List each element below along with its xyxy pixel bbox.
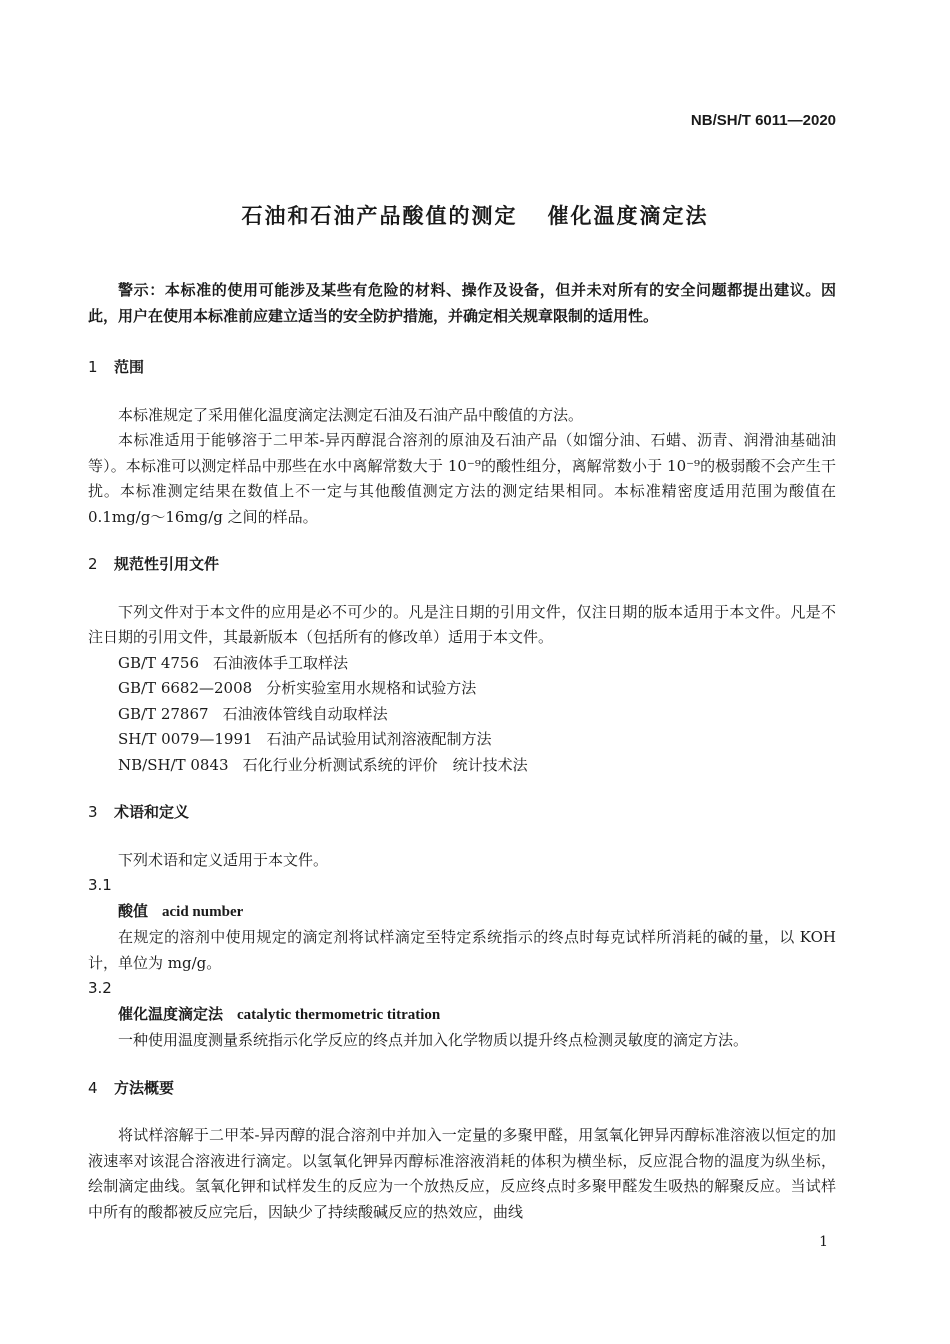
paragraph: 本标准规定了采用催化温度滴定法测定石油及石油产品中酸值的方法。 <box>118 405 584 424</box>
title-method: 催化温度滴定法 <box>547 204 709 228</box>
term-definition: 一种使用温度测量系统指示化学反应的终点并加入化学物质以提升终点检测灵敏度的滴定方法。 <box>118 1031 749 1049</box>
term-definition: 在规定的溶剂中使用规定的滴定剂将试样滴定至特定系统指示的终点时每克试样所消耗的碱的量，以 KOH 计，单位为 mg/g。 <box>88 928 836 972</box>
term-name: 催化温度滴定法 catalytic thermometric titration <box>118 1004 441 1023</box>
section-heading: 3 术语和定义 <box>88 803 190 821</box>
section-scope <box>88 355 836 530</box>
reference-item: GB/T 4756 石油液体手工取样法 <box>118 653 349 672</box>
section-heading: 2 规范性引用文件 <box>88 555 220 573</box>
paragraph: 下列术语和定义适用于本文件。 <box>118 850 329 869</box>
term-name: 酸值 acid number <box>118 901 244 920</box>
page-number: 1 <box>819 1234 828 1250</box>
term-number: 3.1 <box>88 876 112 894</box>
warning-text: 警示：本标准的使用可能涉及某些有危险的材料、操作及设备，但并未对所有的安全问题都提出建议。因此，用户在使用本标准前应建立适当的安全防护措施，并确定相关规章限制的适用性。 <box>88 281 836 325</box>
section-terms <box>88 800 836 1054</box>
paragraph: 下列文件对于本文件的应用是必不可少的。凡是注日期的引用文件，仅注日期的版本适用于本文件。凡是不注日期的引用文件，其最新版本（包括所有的修改单）适用于本文件。 <box>88 602 836 646</box>
section-method <box>88 1076 836 1226</box>
section-heading: 4 方法概要 <box>88 1078 175 1097</box>
document-body <box>88 278 836 1247</box>
section-heading: 1 范围 <box>88 358 145 376</box>
section-references <box>88 552 836 778</box>
title-main: 石油和石油产品酸值的测定 <box>241 204 518 228</box>
term-number: 3.2 <box>88 979 112 997</box>
reference-item: GB/T 27867 石油液体管线自动取样法 <box>118 704 388 723</box>
reference-item: SH/T 0079—1991 石油产品试验用试剂溶液配制方法 <box>118 730 492 748</box>
paragraph: 将试样溶解于二甲苯-异丙醇的混合溶剂中并加入一定量的多聚甲醛，用氢氧化钾异丙醇标准溶液以恒定的加液速率对该混合溶液进行滴定。以氢氧化钾异丙醇标准溶液消耗的体积为横坐标，反应混合物的温度为纵坐标，绘制滴定曲线。氢氧化钾和试样发生的反应为一个放热反应，反应终点时多聚甲醛发生吸热的解聚反应。当试样中所有的酸都被反应完后，因缺少了持续酸碱反应的热效应，曲线 <box>88 1126 836 1221</box>
standard-code: NB/SH/T 6011—2020 <box>690 112 836 129</box>
paragraph: 本标准适用于能够溶于二甲苯-异丙醇混合溶剂的原油及石油产品（如馏分油、石蜡、沥青、润滑油基础油等）。本标准可以测定样品中那些在水中离解常数大于 10⁻⁹的酸性组分，离解常数小于 10⁻⁹的极弱酸不会产生干扰。本标准测定结果在数值上不一定与其他酸值测定方法的测定结果相同。本标准精密度适用范围为酸值在 0.1mg/g～16mg/g 之间的样品。 <box>88 431 836 526</box>
document-title <box>0 200 950 230</box>
reference-item: NB/SH/T 0843 石化行业分析测试系统的评价 统计技术法 <box>118 755 528 774</box>
reference-item: GB/T 6682—2008 分析实验室用水规格和试验方法 <box>118 679 477 697</box>
